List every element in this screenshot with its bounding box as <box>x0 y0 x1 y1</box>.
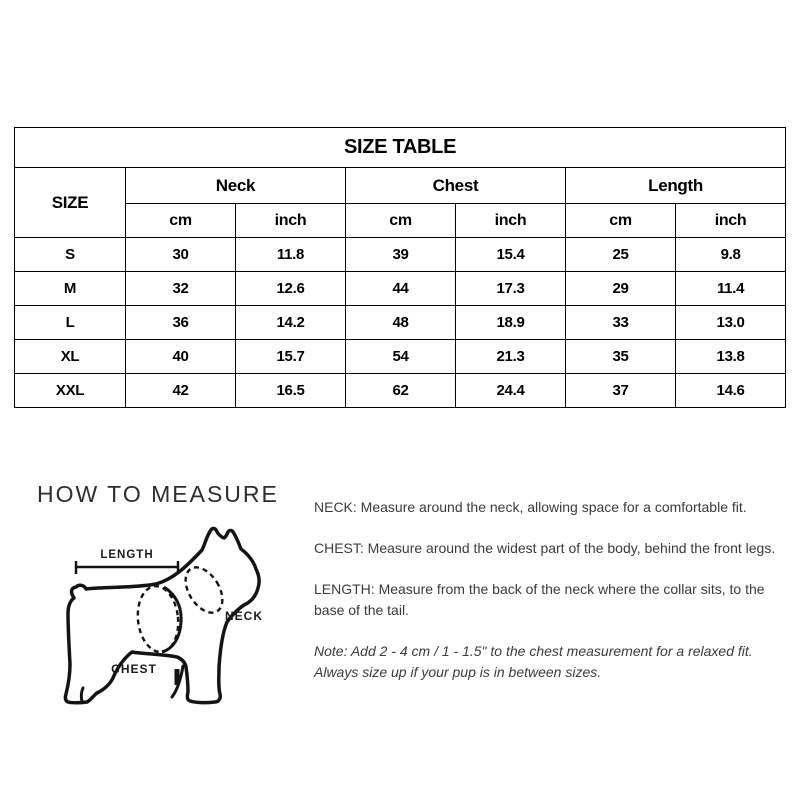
how-to-measure-heading: HOW TO MEASURE <box>37 481 279 507</box>
size-table-section <box>14 127 786 408</box>
table-cell: 13.8 <box>676 340 786 374</box>
table-cell: 44 <box>346 272 456 306</box>
size-label: XXL <box>15 374 126 408</box>
neck-label: NECK <box>225 609 264 623</box>
size-label: XL <box>15 340 126 374</box>
table-cell: 36 <box>126 306 236 340</box>
table-cell: 18.9 <box>456 306 566 340</box>
table-cell: 13.0 <box>676 306 786 340</box>
unit-header-chest-cm: cm <box>346 204 456 238</box>
table-cell: 11.4 <box>676 272 786 306</box>
table-cell: 30 <box>126 238 236 272</box>
table-row-xl <box>15 340 786 374</box>
table-cell: 42 <box>126 374 236 408</box>
column-header-size: SIZE <box>15 168 126 238</box>
unit-header-chest-inch: inch <box>456 204 566 238</box>
table-cell: 33 <box>566 306 676 340</box>
instruction-chest: CHEST: Measure around the widest part of the body, behind the front legs. <box>314 540 776 556</box>
table-cell: 48 <box>346 306 456 340</box>
table-row-l <box>15 306 786 340</box>
column-group-neck: Neck <box>126 168 346 204</box>
table-cell: 40 <box>126 340 236 374</box>
table-cell: 21.3 <box>456 340 566 374</box>
length-measure-line <box>76 561 178 574</box>
size-table-title: SIZE TABLE <box>15 128 786 168</box>
column-group-chest: Chest <box>346 168 566 204</box>
unit-header-length-cm: cm <box>566 204 676 238</box>
table-cell: 62 <box>346 374 456 408</box>
table-cell: 54 <box>346 340 456 374</box>
table-cell: 15.7 <box>236 340 346 374</box>
measuring-instructions <box>314 497 788 703</box>
size-table <box>14 127 786 408</box>
instruction-note: Note: Add 2 - 4 cm / 1 - 1.5" to the chest measurement for a relaxed fit. Always size up if your pup is in between sizes. <box>314 643 753 680</box>
table-cell: 14.6 <box>676 374 786 408</box>
table-row-xxl <box>15 374 786 408</box>
table-row-s <box>15 238 786 272</box>
table-cell: 37 <box>566 374 676 408</box>
size-label: L <box>15 306 126 340</box>
table-cell: 29 <box>566 272 676 306</box>
length-label: LENGTH <box>100 549 154 561</box>
table-cell: 17.3 <box>456 272 566 306</box>
table-cell: 12.6 <box>236 272 346 306</box>
table-cell: 11.8 <box>236 238 346 272</box>
unit-header-neck-inch: inch <box>236 204 346 238</box>
table-cell: 39 <box>346 238 456 272</box>
table-cell: 25 <box>566 238 676 272</box>
column-group-length: Length <box>566 168 786 204</box>
unit-header-neck-cm: cm <box>126 204 236 238</box>
size-label: M <box>15 272 126 306</box>
table-row-m <box>15 272 786 306</box>
size-label: S <box>15 238 126 272</box>
table-cell: 32 <box>126 272 236 306</box>
unit-header-length-inch: inch <box>676 204 786 238</box>
table-cell: 9.8 <box>676 238 786 272</box>
table-cell: 16.5 <box>236 374 346 408</box>
instruction-neck: NECK: Measure around the neck, allowing space for a comfortable fit. <box>314 499 747 515</box>
instruction-length: LENGTH: Measure from the back of the neck where the collar sits, to the base of the tail. <box>314 581 765 618</box>
table-cell: 35 <box>566 340 676 374</box>
chest-label: CHEST <box>111 662 157 676</box>
table-cell: 15.4 <box>456 238 566 272</box>
table-cell: 24.4 <box>456 374 566 408</box>
table-cell: 14.2 <box>236 306 346 340</box>
dog-measurement-diagram <box>40 518 280 718</box>
